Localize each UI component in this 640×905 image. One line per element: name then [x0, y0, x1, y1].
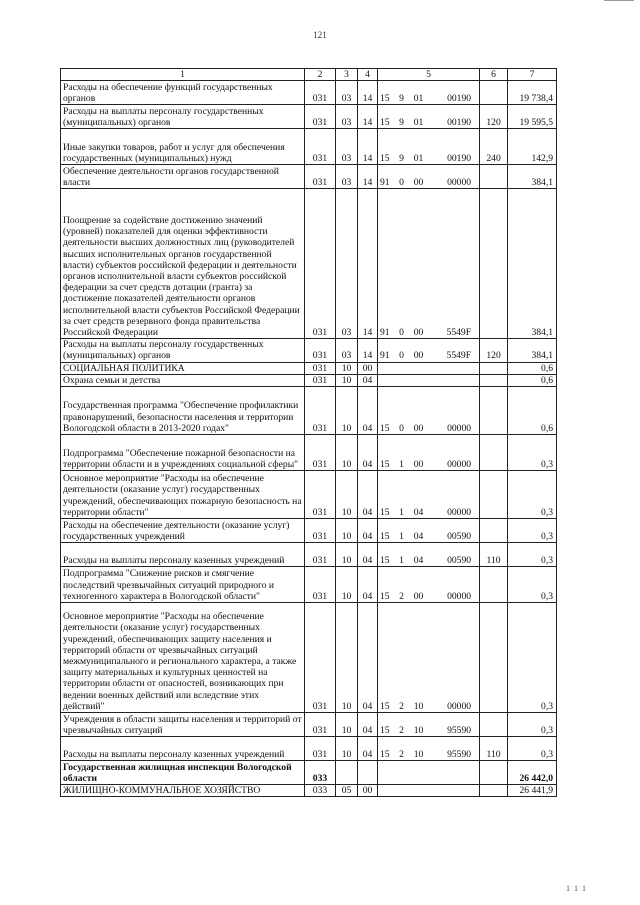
- row-section: 10: [336, 471, 358, 519]
- row-name: Расходы на обеспечение функций государственных органов: [61, 81, 305, 105]
- row-subsection: 04: [358, 567, 378, 603]
- row-amount: 0,3: [508, 713, 557, 737]
- row-expense-type: [480, 519, 508, 543]
- row-activity: [410, 761, 428, 785]
- row-subsection: 00: [358, 362, 378, 374]
- row-code: 031: [305, 567, 336, 603]
- row-code: 031: [305, 374, 336, 386]
- header-row: [61, 69, 557, 81]
- row-section: 10: [336, 435, 358, 471]
- row-activity: 01: [410, 81, 428, 105]
- row-expense-type: [480, 435, 508, 471]
- row-program: 15: [378, 713, 394, 737]
- row-subprogram: 1: [394, 543, 410, 567]
- row-section: 10: [336, 567, 358, 603]
- row-code: 031: [305, 519, 336, 543]
- row-subprogram: 2: [394, 603, 410, 713]
- row-direction: 5549F: [428, 189, 480, 339]
- row-activity: 04: [410, 471, 428, 519]
- row-subsection: 04: [358, 713, 378, 737]
- row-direction: 00590: [428, 543, 480, 567]
- row-name: Охрана семьи и детства: [61, 374, 305, 386]
- row-amount: 0,3: [508, 519, 557, 543]
- row-activity: 01: [410, 129, 428, 165]
- row-code: 031: [305, 189, 336, 339]
- row-name: Основное мероприятие "Расходы на обеспечение деятельности (оказание услуг) государственных учреждений, обеспечивающих пожарную безопасность на территории области": [61, 471, 305, 519]
- row-code: 031: [305, 362, 336, 374]
- table-row: [61, 374, 557, 386]
- row-activity: 00: [410, 435, 428, 471]
- row-subsection: 04: [358, 519, 378, 543]
- table-body: [61, 81, 557, 797]
- row-section: 03: [336, 105, 358, 129]
- table-row: [61, 543, 557, 567]
- row-direction: 00000: [428, 567, 480, 603]
- row-code: 031: [305, 471, 336, 519]
- row-expense-type: [480, 81, 508, 105]
- row-activity: 10: [410, 737, 428, 761]
- row-subprogram: [394, 362, 410, 374]
- row-subprogram: [394, 761, 410, 785]
- row-code: 031: [305, 165, 336, 189]
- row-amount: 0,3: [508, 737, 557, 761]
- row-direction: [428, 761, 480, 785]
- table-row: [61, 81, 557, 105]
- row-subprogram: 9: [394, 81, 410, 105]
- row-expense-type: [480, 567, 508, 603]
- row-code: 033: [305, 761, 336, 785]
- row-program: 15: [378, 129, 394, 165]
- row-subprogram: 1: [394, 471, 410, 519]
- row-section: 05: [336, 785, 358, 797]
- row-amount: 142,9: [508, 129, 557, 165]
- table-row: [61, 567, 557, 603]
- row-activity: [410, 374, 428, 386]
- row-name: Поощрение за содействие достижению значений (уровней) показателей для оценки эффективности деятельности высших должностных лиц (руководителей высших исполнительных органов государственной власти) субъектов российской федерации и деятельности органов исполнительной власти субъектов российской федерации за счет средств дотации (гранта) за достижение показателей деятельности органов исполнительной власти субъектов Российской Федерации за счет средств резервного фонда правительства Российской Федерации: [61, 189, 305, 339]
- row-subsection: 04: [358, 471, 378, 519]
- row-program: 15: [378, 543, 394, 567]
- row-program: [378, 785, 394, 797]
- row-section: 03: [336, 81, 358, 105]
- row-amount: 384,1: [508, 339, 557, 362]
- row-expense-type: [480, 713, 508, 737]
- row-expense-type: [480, 374, 508, 386]
- row-section: 10: [336, 519, 358, 543]
- row-program: 15: [378, 567, 394, 603]
- row-subprogram: 2: [394, 737, 410, 761]
- row-direction: 5549F: [428, 339, 480, 362]
- row-amount: 0,3: [508, 543, 557, 567]
- row-program: 15: [378, 387, 394, 435]
- row-subsection: 00: [358, 785, 378, 797]
- row-code: 033: [305, 785, 336, 797]
- row-amount: 0,6: [508, 387, 557, 435]
- bottom-mark: 1 1 1: [566, 884, 587, 893]
- budget-table: [60, 68, 557, 797]
- row-name: Подпрограмма "Снижение рисков и смягчение последствий чрезвычайных ситуаций природного и техногенного характера в Вологодской области": [61, 567, 305, 603]
- row-subsection: 14: [358, 81, 378, 105]
- row-activity: [410, 362, 428, 374]
- row-name: ЖИЛИЩНО-КОММУНАЛЬНОЕ ХОЗЯЙСТВО: [61, 785, 305, 797]
- row-name: Подпрограмма "Обеспечение пожарной безопасности на территории области и в учреждениях социальной сферы": [61, 435, 305, 471]
- row-name: Расходы на выплаты персоналу государственных (муниципальных) органов: [61, 339, 305, 362]
- row-activity: 00: [410, 567, 428, 603]
- row-subprogram: 2: [394, 567, 410, 603]
- row-subsection: 04: [358, 543, 378, 567]
- row-direction: 00000: [428, 165, 480, 189]
- row-direction: 95590: [428, 713, 480, 737]
- row-subprogram: 9: [394, 129, 410, 165]
- row-code: 031: [305, 339, 336, 362]
- row-section: [336, 761, 358, 785]
- row-activity: 00: [410, 387, 428, 435]
- row-subsection: 04: [358, 603, 378, 713]
- row-name: Основное мероприятие "Расходы на обеспечение деятельности (оказание услуг) государственных учреждений, обеспечивающих защиту населения и территорий области от чрезвычайных ситуаций межмуниципального и регионального характера, а также защиту материальных и культурных ценностей на территории области от опасностей, возникающих при ведении военных действий или вследствие этих действий": [61, 603, 305, 713]
- row-direction: [428, 785, 480, 797]
- row-subprogram: 0: [394, 387, 410, 435]
- row-program: 91: [378, 339, 394, 362]
- row-amount: 384,1: [508, 189, 557, 339]
- row-code: 031: [305, 129, 336, 165]
- row-code: 031: [305, 603, 336, 713]
- row-expense-type: [480, 761, 508, 785]
- row-name: Расходы на выплаты персоналу казенных учреждений: [61, 543, 305, 567]
- row-program: 15: [378, 435, 394, 471]
- row-program: 15: [378, 519, 394, 543]
- row-subsection: [358, 761, 378, 785]
- row-code: 031: [305, 737, 336, 761]
- row-activity: 10: [410, 603, 428, 713]
- row-amount: 0,3: [508, 567, 557, 603]
- table-row: [61, 713, 557, 737]
- row-name: Расходы на обеспечение деятельности (оказание услуг) государственных учреждений: [61, 519, 305, 543]
- row-section: 03: [336, 165, 358, 189]
- header-col-1: 1: [61, 69, 305, 81]
- row-section: 10: [336, 603, 358, 713]
- row-activity: 01: [410, 105, 428, 129]
- row-section: 10: [336, 713, 358, 737]
- row-section: 10: [336, 374, 358, 386]
- row-expense-type: [480, 603, 508, 713]
- table-row: [61, 761, 557, 785]
- row-direction: 00000: [428, 603, 480, 713]
- row-subprogram: 9: [394, 105, 410, 129]
- row-activity: 00: [410, 189, 428, 339]
- row-amount: 26 442,0: [508, 761, 557, 785]
- row-name: Обеспечение деятельности органов государственной власти: [61, 165, 305, 189]
- header-col-6: 6: [480, 69, 508, 81]
- row-name: Иные закупки товаров, работ и услуг для обеспечения государственных (муниципальных) нужд: [61, 129, 305, 165]
- row-amount: 0,3: [508, 435, 557, 471]
- row-program: 15: [378, 105, 394, 129]
- row-expense-type: 110: [480, 737, 508, 761]
- table-row: [61, 387, 557, 435]
- row-code: 031: [305, 713, 336, 737]
- row-code: 031: [305, 543, 336, 567]
- table-row: [61, 189, 557, 339]
- row-name: СОЦИАЛЬНАЯ ПОЛИТИКА: [61, 362, 305, 374]
- row-amount: 0,6: [508, 374, 557, 386]
- header-col-7: 7: [508, 69, 557, 81]
- row-subprogram: 0: [394, 165, 410, 189]
- row-direction: 00000: [428, 387, 480, 435]
- header-col-5: 5: [378, 69, 480, 81]
- row-amount: 0,3: [508, 603, 557, 713]
- row-direction: 95590: [428, 737, 480, 761]
- page-number: 121: [313, 30, 327, 40]
- row-amount: 26 441,9: [508, 785, 557, 797]
- row-amount: 19 595,5: [508, 105, 557, 129]
- row-expense-type: [480, 471, 508, 519]
- row-program: 91: [378, 165, 394, 189]
- row-subprogram: 0: [394, 339, 410, 362]
- row-subsection: 14: [358, 105, 378, 129]
- row-amount: 384,1: [508, 165, 557, 189]
- row-expense-type: 240: [480, 129, 508, 165]
- row-direction: [428, 374, 480, 386]
- row-amount: 19 738,4: [508, 81, 557, 105]
- row-subsection: 14: [358, 165, 378, 189]
- table-row: [61, 435, 557, 471]
- table-row: [61, 105, 557, 129]
- row-direction: 00190: [428, 81, 480, 105]
- row-subsection: 14: [358, 129, 378, 165]
- table-row: [61, 471, 557, 519]
- row-expense-type: [480, 189, 508, 339]
- row-expense-type: [480, 165, 508, 189]
- row-subprogram: 0: [394, 189, 410, 339]
- table-row: [61, 785, 557, 797]
- table-row: [61, 165, 557, 189]
- row-subsection: 04: [358, 737, 378, 761]
- row-expense-type: 120: [480, 105, 508, 129]
- row-subsection: 14: [358, 189, 378, 339]
- row-activity: 00: [410, 339, 428, 362]
- row-subprogram: 1: [394, 519, 410, 543]
- table-row: [61, 737, 557, 761]
- row-activity: 04: [410, 519, 428, 543]
- row-activity: 04: [410, 543, 428, 567]
- row-name: Государственная программа "Обеспечение профилактики правонарушений, безопасности населения и территории Вологодской области в 2013-2020 годах": [61, 387, 305, 435]
- row-expense-type: 110: [480, 543, 508, 567]
- row-section: 10: [336, 543, 358, 567]
- row-amount: 0,6: [508, 362, 557, 374]
- row-program: 15: [378, 81, 394, 105]
- row-section: 10: [336, 387, 358, 435]
- row-expense-type: 120: [480, 339, 508, 362]
- row-code: 031: [305, 387, 336, 435]
- row-section: 10: [336, 362, 358, 374]
- table-row: [61, 519, 557, 543]
- row-program: 15: [378, 471, 394, 519]
- table-row: [61, 339, 557, 362]
- row-program: 15: [378, 603, 394, 713]
- row-code: 031: [305, 435, 336, 471]
- row-expense-type: [480, 387, 508, 435]
- row-program: [378, 761, 394, 785]
- row-direction: 00190: [428, 129, 480, 165]
- row-name: Учреждения в области защиты населения и территорий от чрезвычайных ситуаций: [61, 713, 305, 737]
- header-col-4: 4: [358, 69, 378, 81]
- row-activity: 10: [410, 713, 428, 737]
- row-code: 031: [305, 105, 336, 129]
- corner-line: [604, 0, 634, 5]
- row-direction: 00190: [428, 105, 480, 129]
- row-direction: [428, 362, 480, 374]
- row-activity: 00: [410, 165, 428, 189]
- row-section: 03: [336, 339, 358, 362]
- row-program: 15: [378, 737, 394, 761]
- row-section: 03: [336, 129, 358, 165]
- row-amount: 0,3: [508, 471, 557, 519]
- row-subprogram: [394, 374, 410, 386]
- row-program: [378, 362, 394, 374]
- row-direction: 00000: [428, 435, 480, 471]
- row-section: 03: [336, 189, 358, 339]
- row-direction: 00000: [428, 471, 480, 519]
- row-name: Расходы на выплаты персоналу казенных учреждений: [61, 737, 305, 761]
- row-expense-type: [480, 785, 508, 797]
- row-subprogram: 2: [394, 713, 410, 737]
- table-row: [61, 603, 557, 713]
- row-program: 91: [378, 189, 394, 339]
- row-activity: [410, 785, 428, 797]
- row-name: Расходы на выплаты персоналу государственных (муниципальных) органов: [61, 105, 305, 129]
- row-subprogram: [394, 785, 410, 797]
- table-row: [61, 362, 557, 374]
- row-subsection: 04: [358, 374, 378, 386]
- row-expense-type: [480, 362, 508, 374]
- row-subsection: 14: [358, 339, 378, 362]
- row-subsection: 04: [358, 387, 378, 435]
- row-subprogram: 1: [394, 435, 410, 471]
- row-section: 10: [336, 737, 358, 761]
- row-program: [378, 374, 394, 386]
- row-direction: 00590: [428, 519, 480, 543]
- row-code: 031: [305, 81, 336, 105]
- header-col-2: 2: [305, 69, 336, 81]
- row-subsection: 04: [358, 435, 378, 471]
- header-col-3: 3: [336, 69, 358, 81]
- row-name: Государственная жилищная инспекция Вологодской области: [61, 761, 305, 785]
- table-row: [61, 129, 557, 165]
